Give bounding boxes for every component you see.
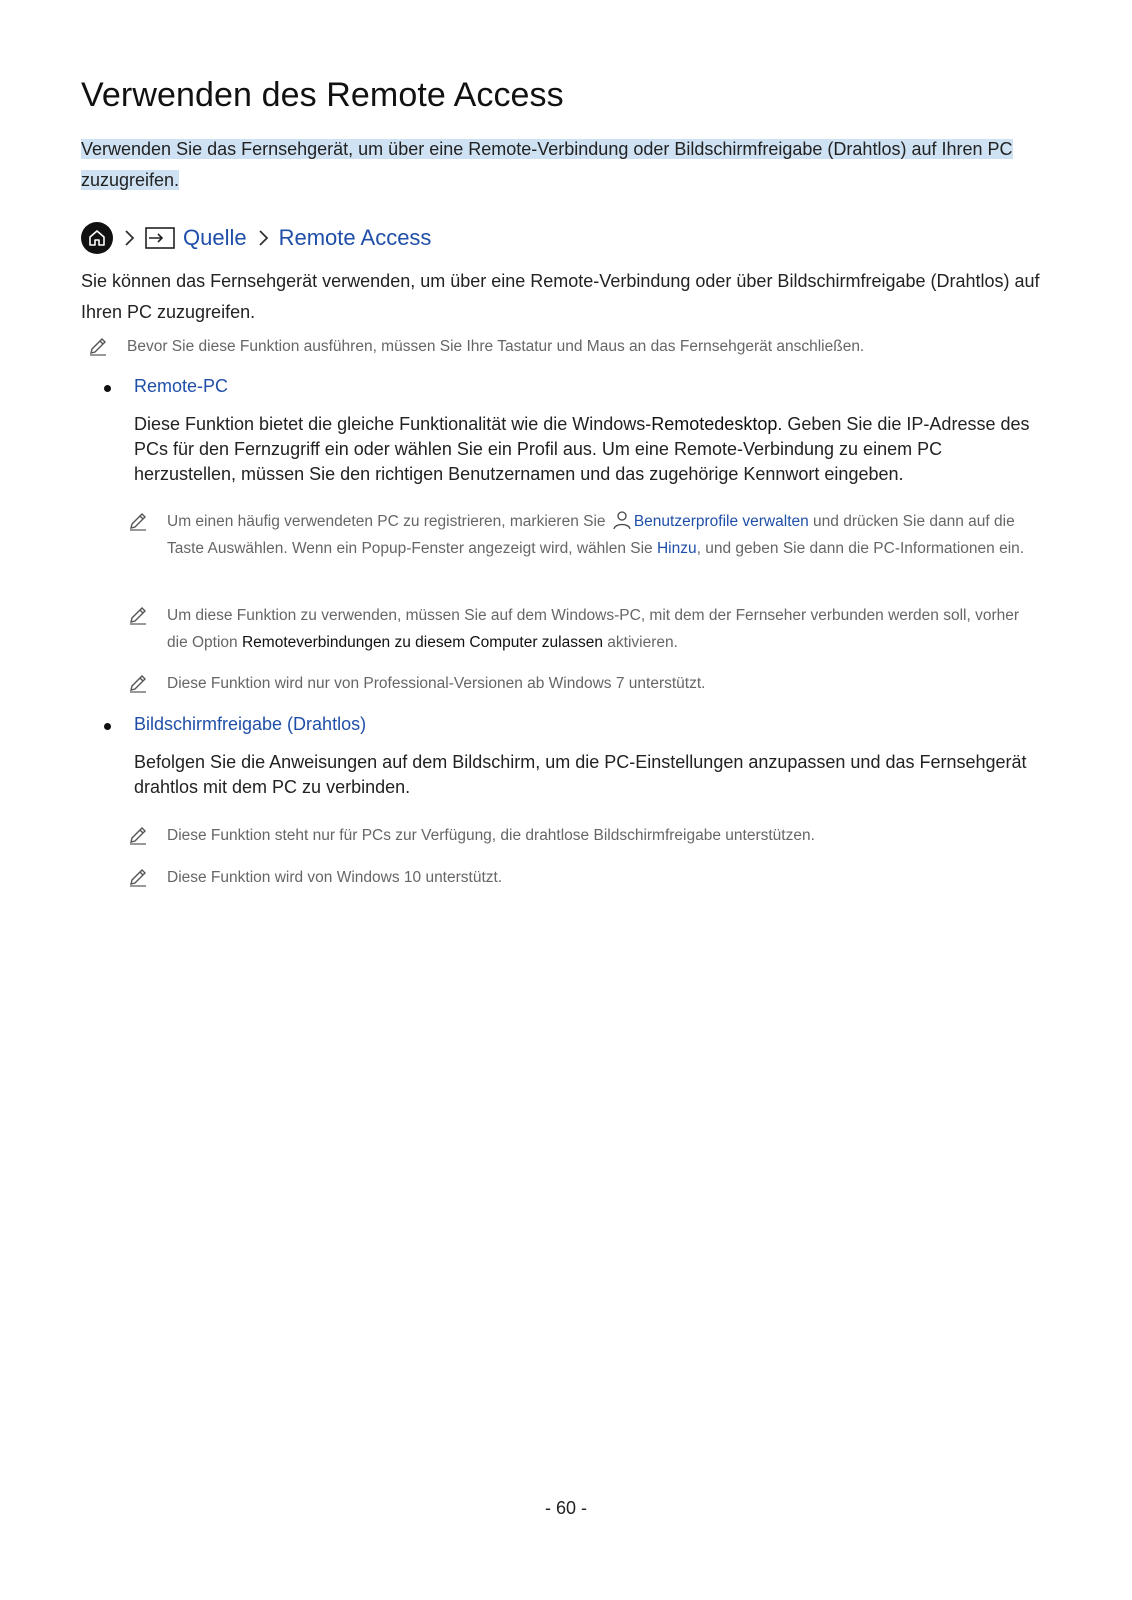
page-number: - 60 - — [544, 1498, 587, 1518]
note-main-text: Bevor Sie diese Funktion ausführen, müssen Sie Ihre Tastatur und Maus an das Fernsehgerät anschließen. — [127, 338, 865, 355]
section-desc-bildschirmfreigabe: Befolgen Sie die Anweisungen auf dem Bildschirm, um die PC-Einstellungen anzupassen und das Fernsehgerät drahtlos mit dem PC zu verbinden. — [134, 752, 1027, 797]
body-text: Sie können das Fernsehgerät verwenden, um über eine Remote-Verbindung oder über Bildschirmfreigabe (Drahtlos) auf Ihren PC zuzugreifen. — [81, 271, 1040, 322]
note-remote-pc-3 — [167, 670, 1037, 697]
home-icon — [81, 222, 113, 254]
pencil-icon — [127, 510, 149, 532]
note-text: aktivieren. — [602, 634, 678, 651]
source-icon — [145, 227, 175, 249]
note-emphasis: Remoteverbindungen zu diesem Computer zulassen — [241, 634, 603, 651]
note-text: Diese Funktion steht nur für PCs zur Verfügung, die drahtlose Bildschirmfreigabe unterstützen. — [167, 827, 815, 844]
note-text: Um diese Funktion zu verwenden, müssen Sie auf dem Windows-PC, mit dem der Fernseher verbunden werden soll, vorher die Option — [167, 607, 1020, 651]
note-text: Diese Funktion wird von Windows 10 unterstützt. — [167, 869, 503, 886]
pencil-icon — [127, 824, 149, 846]
note-text: Diese Funktion wird nur von Professional-Versionen ab Windows 7 unterstützt. — [167, 675, 706, 692]
user-icon — [612, 510, 632, 530]
breadcrumb-item-remote-access[interactable]: Remote Access — [278, 225, 432, 250]
section-title-remote-pc: Remote-PC — [134, 376, 229, 396]
chevron-right-icon — [121, 228, 137, 248]
link-hinzu[interactable]: Hinzu — [656, 540, 697, 557]
note-main — [127, 333, 1047, 360]
page-title: Verwenden des Remote Access — [81, 76, 564, 114]
pencil-icon — [127, 866, 149, 888]
link-benutzerprofile-verwalten[interactable]: Benutzerprofile verwalten — [633, 513, 809, 530]
desc-text: Diese Funktion bietet die gleiche Funktionalität wie die Windows- — [134, 414, 652, 434]
note-remote-pc-1 — [167, 508, 1037, 562]
desc-text: . Geben Sie die IP-Adresse des PCs für den Fernzugriff ein oder wählen Sie ein Profil aus. Um eine Remote-Verbindung zu einem PC herzustellen, müssen Sie den richtigen Benutzernamen und das zugehörige Kennwort eingeben. — [134, 414, 1030, 484]
note-text: und drücken Sie dann auf die Taste Auswählen. Wenn ein Popup-Fenster angezeigt wird, wählen Sie — [167, 513, 1015, 557]
note-bildschirmfreigabe-1 — [167, 822, 1037, 849]
note-bildschirmfreigabe-2 — [167, 864, 1037, 891]
section-title-bildschirmfreigabe: Bildschirmfreigabe (Drahtlos) — [134, 714, 367, 734]
breadcrumb — [81, 222, 431, 254]
pencil-icon — [127, 672, 149, 694]
note-remote-pc-2 — [167, 602, 1037, 656]
pencil-icon — [87, 335, 109, 357]
intro-text — [81, 134, 1056, 196]
desc-emphasis: Remotedesktop — [651, 414, 778, 434]
breadcrumb-item-quelle[interactable]: Quelle — [183, 225, 247, 250]
intro-highlight: Verwenden Sie das Fernsehgerät, um über eine Remote-Verbindung oder Bildschirmfreigabe (Drahtlos) auf Ihren PC zuzugreifen. — [81, 139, 1013, 190]
chevron-right-icon — [255, 228, 271, 248]
note-text: Um einen häufig verwendeten PC zu registrieren, markieren Sie — [167, 513, 606, 530]
pencil-icon — [127, 604, 149, 626]
note-text: , und geben Sie dann die PC-Informationen ein. — [696, 540, 1025, 557]
section-desc-remote-pc — [134, 412, 1034, 487]
